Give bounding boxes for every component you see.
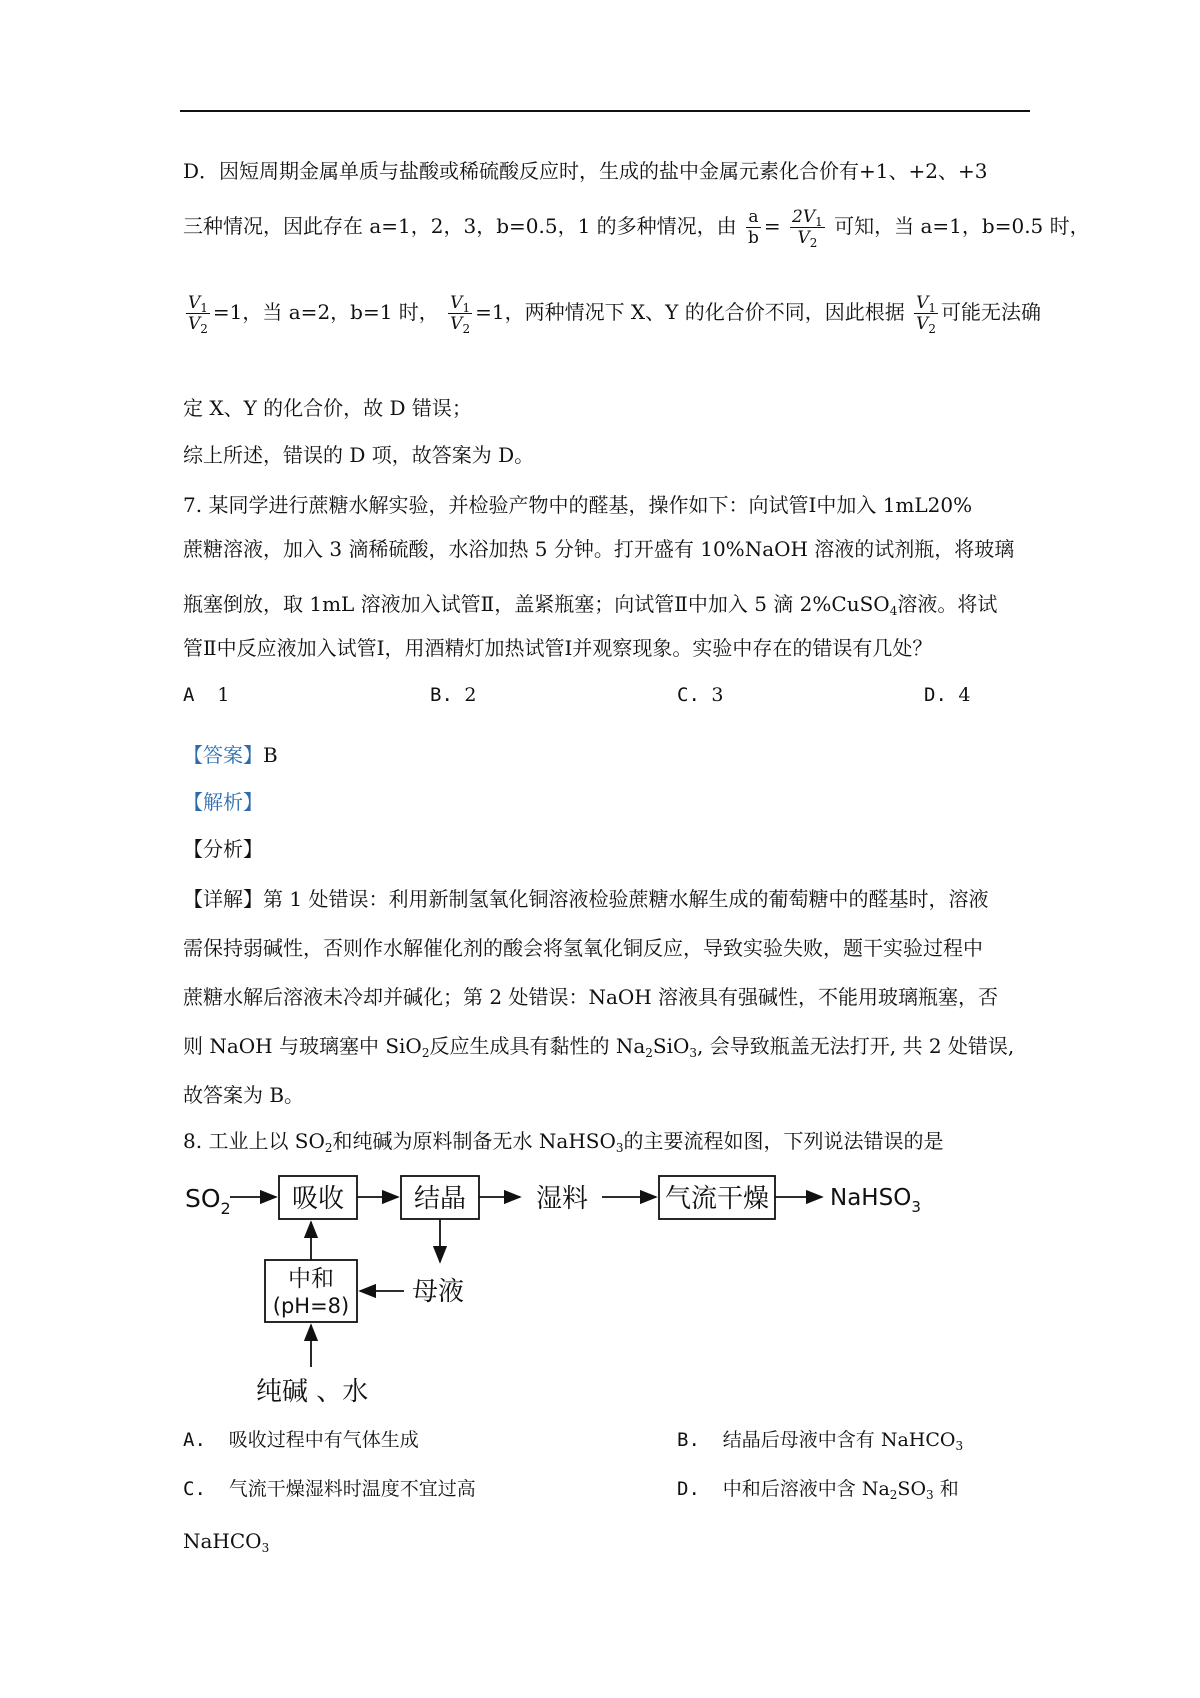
option-text: 2 xyxy=(464,684,477,706)
option-label: C. xyxy=(677,684,700,706)
q8-option-b xyxy=(677,1425,963,1455)
text: 第 1 处错误：利用新制氢氧化铜溶液检验蔗糖水解生成的葡萄糖中的醛基时，溶液 xyxy=(263,887,989,911)
option-label: B. xyxy=(677,1429,700,1451)
subscript: 4 xyxy=(889,604,898,618)
option-text: 1 xyxy=(217,684,230,706)
text: 定 X、Y 的化合价，故 D 错误； xyxy=(183,396,472,420)
ph-label: (pH=8) xyxy=(272,1294,350,1318)
option-label: D. xyxy=(924,684,947,706)
numerator: a xyxy=(746,207,761,228)
q8-option-a xyxy=(183,1425,419,1455)
subscript: 1 xyxy=(200,301,208,315)
subscript: 2 xyxy=(421,1046,430,1060)
text: 【分析】 xyxy=(183,837,263,861)
denominator: b xyxy=(748,228,759,248)
detail-tag: 【详解】 xyxy=(183,887,263,911)
product-label: NaHSO$_3$ xyxy=(830,1185,921,1216)
text: 管Ⅱ中反应液加入试管Ⅰ，用酒精灯加热试管Ⅰ并观察现象。实验中存在的错误有几处？ xyxy=(183,636,933,660)
text: , 会导致瓶盖无法打开, 共 2 处错误, xyxy=(697,1034,1015,1058)
text: 可能无法确 xyxy=(941,300,1042,324)
numerator: 2V xyxy=(792,207,816,227)
text: =1，两种情况下 X、Y 的化合价不同，因此根据 xyxy=(475,300,905,324)
text: 需保持弱碱性，否则作水解催化剂的酸会将氢氧化铜反应，导致实验失败，题干实验过程中 xyxy=(183,936,983,960)
text: 8. 工业上以 SO xyxy=(183,1129,325,1153)
q8-option-d xyxy=(677,1474,959,1504)
subscript: 3 xyxy=(689,1046,698,1060)
raw-material-label: 纯碱 、水 xyxy=(256,1377,369,1407)
text: D．因短周期金属单质与盐酸或稀硫酸反应时，生成的盐中金属元素化合价有+1、+2、+3 xyxy=(183,159,988,183)
subscript: 2 xyxy=(324,1141,333,1155)
text: SiO xyxy=(652,1034,690,1058)
option-text: 吸收过程中有气体生成 xyxy=(228,1429,419,1451)
text: 瓶塞倒放，取 1mL 溶液加入试管Ⅱ，盖紧瓶塞；向试管Ⅱ中加入 5 滴 2%CuSO xyxy=(183,592,890,616)
numerator: V xyxy=(916,293,929,313)
text: 反应生成具有黏性的 Na xyxy=(429,1034,646,1058)
subscript: 3 xyxy=(926,1488,934,1502)
text: 溶液。将试 xyxy=(897,592,998,616)
neutralize-label: 中和 xyxy=(288,1266,334,1292)
subscript: 3 xyxy=(615,1141,624,1155)
mother-liquor-label: 母液 xyxy=(412,1277,465,1307)
option-label: B. xyxy=(430,684,453,706)
denominator: V xyxy=(450,314,463,334)
subscript: 2 xyxy=(928,322,937,336)
equals-sign: = xyxy=(763,214,781,238)
option-label: A xyxy=(183,684,195,706)
q8-option-c xyxy=(183,1474,476,1504)
subscript: 2 xyxy=(200,322,208,336)
text: NaHCO xyxy=(183,1529,262,1553)
option-text: 3 xyxy=(711,684,724,706)
subscript: 3 xyxy=(955,1439,964,1453)
answer-tag: 【答案】 xyxy=(183,743,263,767)
option-text: 中和后溶液中含 Na xyxy=(722,1478,890,1500)
subscript: 2 xyxy=(462,322,471,336)
text: 三种情况，因此存在 a=1，2，3，b=0.5，1 的多种情况，由 xyxy=(183,214,737,238)
text: 7. 某同学进行蔗糖水解实验，并检验产物中的醛基，操作如下：向试管Ⅰ中加入 1mL20% xyxy=(183,493,973,517)
absorb-label: 吸收 xyxy=(291,1184,345,1214)
denominator: V xyxy=(797,228,810,248)
text: =1，当 a=2，b=1 时， xyxy=(212,300,439,324)
denominator: V xyxy=(916,314,929,334)
text: 可知，当 a=1，b=0.5 时， xyxy=(834,214,1090,238)
text: 综上所述，错误的 D 项，故答案为 D。 xyxy=(183,443,535,467)
option-text: 和 xyxy=(939,1478,959,1500)
text: 故答案为 B。 xyxy=(183,1083,305,1107)
answer-value: B xyxy=(263,743,278,767)
subscript: 1 xyxy=(928,301,937,315)
text: 【解析】 xyxy=(183,790,263,814)
q8-option-d-continued xyxy=(183,1526,269,1556)
wet-material-label: 湿料 xyxy=(536,1184,589,1214)
option-text: 气流干燥湿料时温度不宜过高 xyxy=(228,1478,476,1500)
text: 蔗糖溶液，加入 3 滴稀硫酸，水浴加热 5 分钟。打开盛有 10%NaOH 溶液的试剂瓶，将玻璃 xyxy=(183,537,1015,561)
text: 的主要流程如图，下列说法错误的是 xyxy=(623,1129,944,1153)
option-label: D. xyxy=(677,1478,700,1500)
subscript: 3 xyxy=(261,1541,270,1555)
numerator: V xyxy=(188,293,201,313)
subscript: 2 xyxy=(889,1488,898,1502)
flow-so2-label: $SO_2$ xyxy=(185,1184,231,1218)
option-label: A. xyxy=(183,1429,206,1451)
subscript: 1 xyxy=(815,215,823,229)
option-text: 结晶后母液中含有 NaHCO xyxy=(722,1429,956,1451)
option-text: 4 xyxy=(958,684,971,706)
air-dry-label: 气流干燥 xyxy=(664,1184,770,1214)
crystal-label: 结晶 xyxy=(413,1184,467,1214)
subscript: 1 xyxy=(462,301,471,315)
subscript: 2 xyxy=(645,1046,653,1060)
text: 和纯碱为原料制备无水 NaHSO xyxy=(332,1129,616,1153)
option-text: SO xyxy=(897,1478,927,1500)
denominator: V xyxy=(188,314,201,334)
text: 蔗糖水解后溶液未冷却并碱化；第 2 处错误：NaOH 溶液具有强碱性，不能用玻璃瓶塞，否 xyxy=(183,985,999,1009)
text: 则 NaOH 与玻璃塞中 SiO xyxy=(183,1034,422,1058)
numerator: V xyxy=(450,293,463,313)
option-label: C. xyxy=(183,1478,206,1500)
subscript: 2 xyxy=(809,236,818,250)
